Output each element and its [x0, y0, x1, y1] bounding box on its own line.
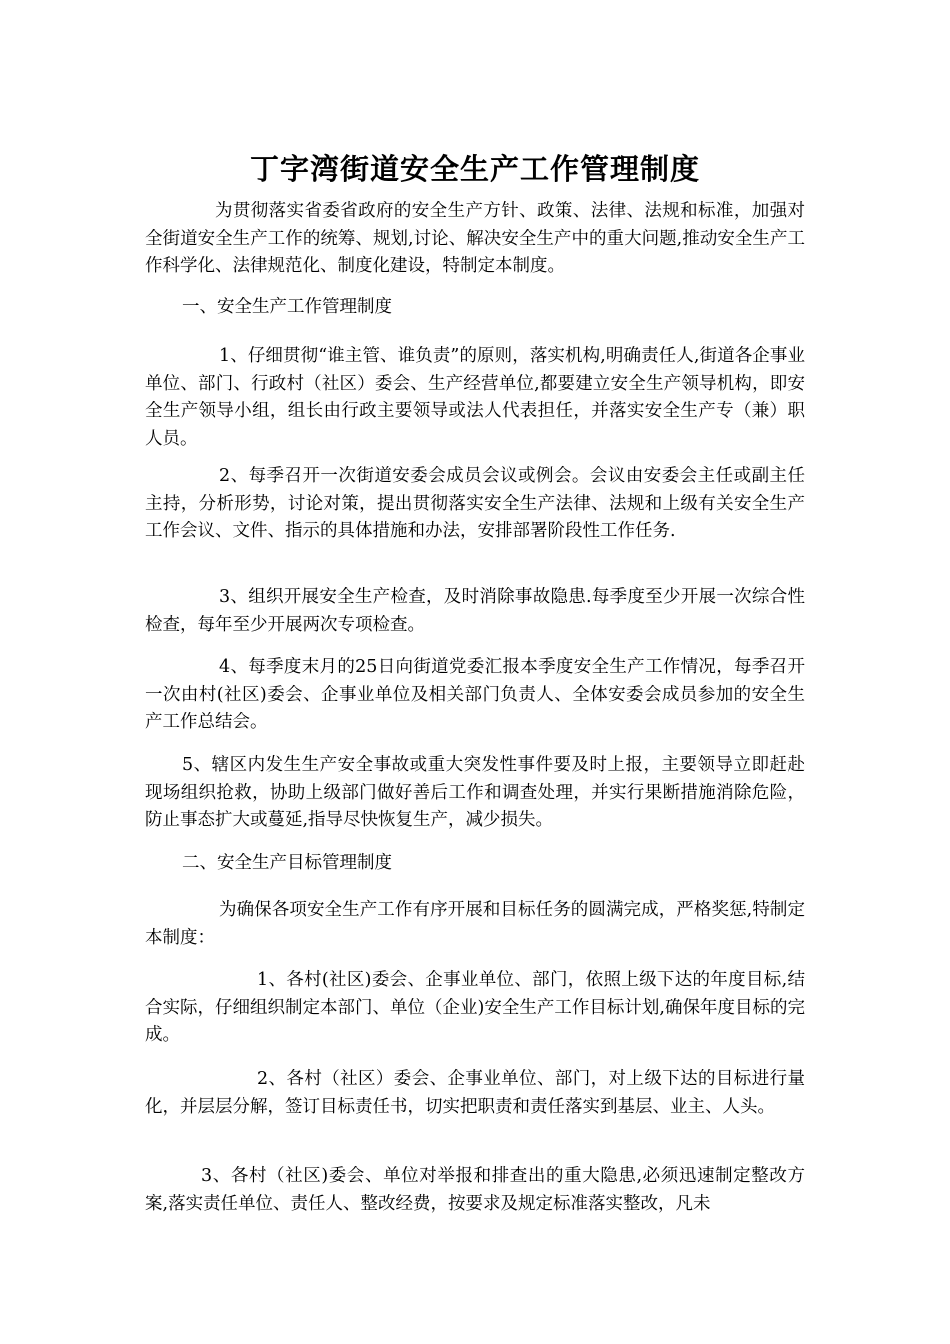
section-1-item-5: 5、辖区内发生生产安全事故或重大突发性事件要及时上报，主要领导立即赶赴现场组织抢救，协助上级部门做好善后工作和调查处理，并实行果断措施消除危险，防止事态扩大或蔓延,指导尽快恢复生产，减少损失。 — [145, 755, 805, 830]
section-1-item-4: 4、每季度末月的25日向街道党委汇报本季度安全生产工作情况，每季召开一次由村(社区)委会、企事业单位及相关部门负责人、全体安委会成员参加的安全生产工作总结会。 — [145, 657, 805, 732]
section-1-item-1: 1、仔细贯彻“谁主管、谁负责”的原则，落实机构,明确责任人,街道各企事业单位、部门、行政村（社区）委会、生产经营单位,都要建立安全生产领导机构，即安全生产领导小组，组长由行政主要领导或法人代表担任，并落实安全生产专（兼）职人员。 — [145, 346, 805, 449]
section-1-item-3: 3、组织开展安全生产检查，及时消除事故隐患.每季度至少开展一次综合性检查，每年至少开展两次专项检查。 — [145, 587, 805, 635]
intro-paragraph: 为贯彻落实省委省政府的安全生产方针、政策、法律、法规和标准，加强对全街道安全生产工作的统筹、规划,讨论、解决安全生产中的重大问题,推动安全生产工作科学化、法律规范化、制度化建设，特制定本制度。 — [145, 201, 805, 276]
section-2-intro: 为确保各项安全生产工作有序开展和目标任务的圆满完成，严格奖惩,特制定本制度： — [145, 900, 805, 948]
section-heading-1: 一、安全生产工作管理制度 — [182, 297, 392, 317]
document-title: 丁字湾街道安全生产工作管理制度 — [249, 152, 700, 187]
section-2-item-1: 1、各村(社区)委会、企事业单位、部门，依照上级下达的年度目标,结合实际，仔细组织制定本部门、单位（企业)安全生产工作目标计划,确保年度目标的完成。 — [145, 970, 805, 1045]
section-heading-2: 二、安全生产目标管理制度 — [182, 853, 392, 873]
section-2-item-2: 2、各村（社区）委会、企事业单位、部门，对上级下达的目标进行量化，并层层分解，签订目标责任书，切实把职责和责任落实到基层、业主、人头。 — [145, 1069, 805, 1117]
section-2-item-3: 3、各村（社区)委会、单位对举报和排查出的重大隐患,必须迅速制定整改方案,落实责任单位、责任人、整改经费，按要求及规定标准落实整改，凡未 — [145, 1166, 805, 1214]
section-1-item-2: 2、每季召开一次街道安委会成员会议或例会。会议由安委会主任或副主任主持，分析形势，讨论对策，提出贯彻落实安全生产法律、法规和上级有关安全生产工作会议、文件、指示的具体措施和办法，安排部署阶段性工作任务. — [145, 466, 805, 541]
